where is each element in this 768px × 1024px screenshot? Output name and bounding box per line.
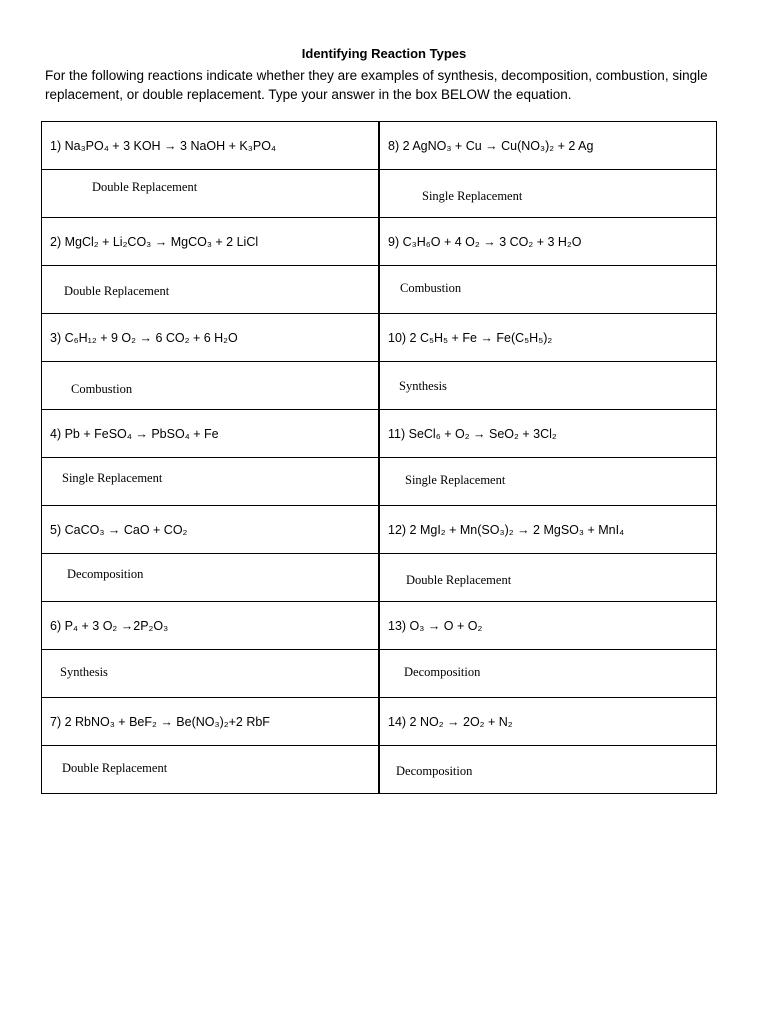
equation-9: 9) C₃H₆O + 4 O₂ → 3 CO₂ + 3 H₂O: [388, 234, 582, 249]
answer-10: Synthesis: [399, 379, 447, 393]
answer-box-10[interactable]: [379, 362, 717, 410]
equation-3: 3) C₆H₁₂ + 9 O₂ → 6 CO₂ + 6 H₂O: [50, 330, 238, 345]
answer-row: [42, 650, 717, 698]
answer-3: Combustion: [71, 382, 133, 396]
equation-row: [42, 218, 717, 266]
answer-4: Single Replacement: [62, 471, 163, 485]
equation-cell: [42, 410, 380, 458]
answer-box-7[interactable]: [42, 746, 380, 794]
equation-cell: [42, 122, 380, 170]
answer-12: Double Replacement: [406, 573, 512, 587]
equation-row: [42, 698, 717, 746]
equation-cell: [379, 122, 717, 170]
equation-13: 13) O₃ → O + O₂: [388, 618, 483, 633]
answer-7: Double Replacement: [62, 761, 168, 775]
equation-cell: [42, 314, 380, 362]
answer-row: [42, 170, 717, 218]
equation-8: 8) 2 AgNO₃ + Cu → Cu(NO₃)₂ + 2 Ag: [388, 138, 594, 153]
answer-row: [42, 362, 717, 410]
equation-cell: [42, 602, 380, 650]
equation-2: 2) MgCl₂ + Li₂CO₃ → MgCO₃ + 2 LiCl: [50, 234, 259, 249]
answer-box-12[interactable]: [379, 554, 717, 602]
answer-13: Decomposition: [404, 665, 481, 679]
answer-box-14[interactable]: [379, 746, 717, 794]
answer-11: Single Replacement: [405, 473, 506, 487]
answer-box-6[interactable]: [42, 650, 380, 698]
equation-11: 11) SeCl₆ + O₂ → SeO₂ + 3Cl₂: [388, 426, 557, 441]
answer-row: [42, 554, 717, 602]
equation-cell: [379, 698, 717, 746]
answer-5: Decomposition: [67, 567, 144, 581]
equation-1: 1) Na₃PO₄ + 3 KOH → 3 NaOH + K₃PO₄: [50, 138, 277, 153]
equation-cell: [379, 410, 717, 458]
answer-box-3[interactable]: [42, 362, 380, 410]
answer-box-1[interactable]: [42, 170, 380, 218]
equation-7: 7) 2 RbNO₃ + BeF₂ → Be(NO₃)₂+2 RbF: [50, 714, 270, 729]
answer-row: [42, 746, 717, 794]
equation-cell: [42, 506, 380, 554]
answer-box-2[interactable]: [42, 266, 380, 314]
equation-6: 6) P₄ + 3 O₂ →2P₂O₃: [50, 618, 169, 633]
instructions: For the following reactions indicate whether they are examples of synthesis, decomposition, combustion, single replacement, or double replacement. Type your answer in the box BELOW the equation.: [45, 68, 708, 102]
equation-row: [42, 602, 717, 650]
equation-row: [42, 314, 717, 362]
equation-cell: [379, 506, 717, 554]
answer-box-9[interactable]: [379, 266, 717, 314]
equation-14: 14) 2 NO₂ → 2O₂ + N₂: [388, 714, 513, 729]
equation-cell: [42, 698, 380, 746]
equation-12: 12) 2 MgI₂ + Mn(SO₃)₂ → 2 MgSO₃ + MnI₄: [388, 522, 625, 537]
equation-cell: [379, 602, 717, 650]
answer-box-13[interactable]: [379, 650, 717, 698]
equation-4: 4) Pb + FeSO₄ → PbSO₄ + Fe: [50, 426, 219, 441]
equation-cell: [379, 218, 717, 266]
equation-row: [42, 410, 717, 458]
answer-1: Double Replacement: [92, 180, 198, 194]
equation-cell: [379, 314, 717, 362]
equation-5: 5) CaCO₃ → CaO + CO₂: [50, 522, 188, 537]
answer-2: Double Replacement: [64, 284, 170, 298]
answer-14: Decomposition: [396, 764, 473, 778]
reaction-table: [41, 121, 717, 794]
equation-row: [42, 122, 717, 170]
answer-box-4[interactable]: [42, 458, 380, 506]
page-title: Identifying Reaction Types: [301, 46, 467, 61]
answer-box-5[interactable]: [42, 554, 380, 602]
answer-9: Combustion: [400, 281, 462, 295]
answer-row: [42, 458, 717, 506]
answer-8: Single Replacement: [422, 189, 523, 203]
equation-row: [42, 506, 717, 554]
answer-box-8[interactable]: [379, 170, 717, 218]
equation-cell: [42, 218, 380, 266]
answer-row: [42, 266, 717, 314]
answer-6: Synthesis: [60, 665, 108, 679]
answer-box-11[interactable]: [379, 458, 717, 506]
equation-10: 10) 2 C₅H₅ + Fe → Fe(C₅H₅)₂: [388, 330, 553, 345]
